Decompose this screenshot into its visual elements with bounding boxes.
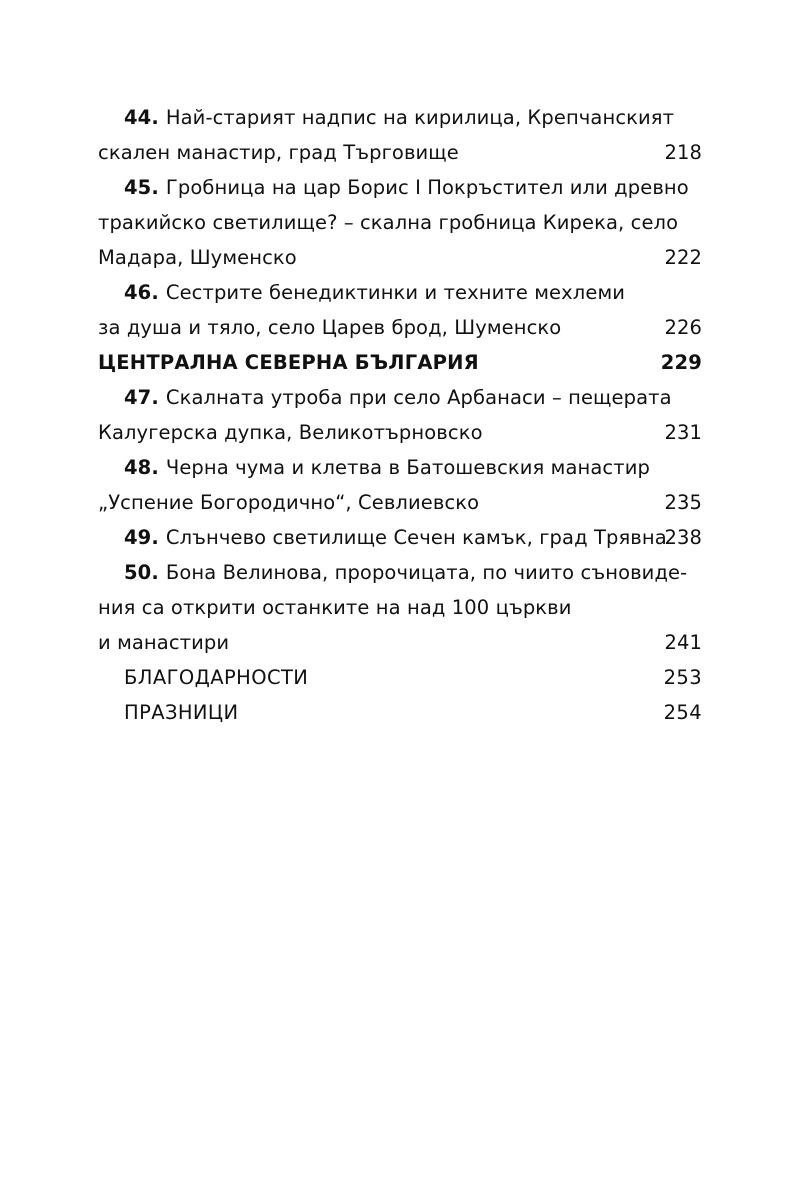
toc-entry-page: 241 (664, 631, 702, 654)
toc-entry-title-line: Най-старият надпис на кирилица, Крепчанският (165, 106, 675, 129)
toc-section-heading-line (98, 345, 702, 380)
toc-entry-line (98, 275, 702, 310)
toc-back-matter (98, 660, 702, 730)
toc-entry-title-line: Гробница на цар Борис I Покръстител или древно (165, 176, 689, 199)
toc-entry-number: 47. (124, 386, 159, 409)
toc-entry-page: 238 (664, 526, 702, 549)
toc-entry-title-line: тракийско светилище? – скална гробница Кирека, село (98, 211, 679, 234)
toc-entry-title-line: „Успение Богородично“, Севлиевско (98, 491, 480, 514)
toc-entry-number: 48. (124, 456, 159, 479)
toc-entry-title-line: Сестрите бенедиктинки и техните мехлеми (165, 281, 626, 304)
toc-entry-page: 235 (664, 491, 702, 514)
toc-entry-title-line: Бона Велинова, пророчицата, по чиито съновиде- (165, 561, 688, 584)
toc-entry[interactable] (98, 450, 702, 520)
toc-entry[interactable] (98, 520, 702, 555)
toc-back-matter-item[interactable] (124, 660, 702, 695)
toc-entry-title-line: и манастири (98, 631, 230, 654)
toc-entry-line (98, 170, 702, 205)
toc-back-matter-label: ПРАЗНИЦИ (124, 701, 239, 724)
toc-back-matter-label: БЛАГОДАРНОСТИ (124, 666, 309, 689)
toc-entry-title-line: скален манастир, град Търговище (98, 141, 459, 164)
toc-entry-number: 44. (124, 106, 159, 129)
toc-entry-line (98, 625, 702, 660)
toc-entry-title-line: Черна чума и клетва в Батошевския манастир (165, 456, 650, 479)
toc-entry-title-line: Мадара, Шуменско (98, 246, 297, 269)
toc-entry[interactable] (98, 380, 702, 450)
toc-entry-page: 226 (664, 316, 702, 339)
toc-entry-line (98, 240, 702, 275)
toc-entry-title-line: ния са открити останките на над 100 църкви (98, 596, 572, 619)
toc-entry-line (98, 310, 702, 345)
toc-section-heading-label: ЦЕНТРАЛНА СЕВЕРНА БЪЛГАРИЯ (98, 351, 479, 374)
toc-entry[interactable] (98, 170, 702, 275)
toc-back-matter-item[interactable] (124, 695, 702, 730)
toc-entry-number: 49. (124, 526, 159, 549)
toc-entry-line (98, 450, 702, 485)
toc-entry-title-line: Калугерска дупка, Великотърновско (98, 421, 483, 444)
toc-entry[interactable] (98, 275, 702, 345)
toc-entry-line (98, 415, 702, 450)
toc-entry-number: 45. (124, 176, 159, 199)
toc-list (98, 100, 702, 730)
toc-entry-title-line: за душа и тяло, село Царев брод, Шуменско (98, 316, 562, 339)
toc-back-matter-page: 253 (663, 666, 702, 689)
toc-entry-line (98, 205, 702, 240)
toc-entry-title-line: Слънчево светилище Сечен камък, град Трявна (165, 526, 667, 549)
toc-entry-page: 231 (664, 421, 702, 444)
toc-entry[interactable] (98, 555, 702, 660)
toc-entry-page: 218 (664, 141, 702, 164)
toc-entry-number: 50. (124, 561, 159, 584)
toc-entry-line (98, 485, 702, 520)
toc-entry-number: 46. (124, 281, 159, 304)
toc-entry-line (98, 520, 702, 555)
toc-entry-page: 222 (664, 246, 702, 269)
toc-entry-title-line: Скалната утроба при село Арбанаси – пещерата (165, 386, 672, 409)
toc-section-heading-page: 229 (660, 351, 702, 374)
toc-entry-line (98, 380, 702, 415)
toc-back-matter-page: 254 (663, 701, 702, 724)
toc-entry[interactable] (98, 100, 702, 170)
toc-entry-line (98, 555, 702, 590)
toc-entry-line (98, 100, 702, 135)
toc-section-heading (98, 345, 702, 380)
toc-entry-line (98, 590, 702, 625)
toc-entry-line (98, 135, 702, 170)
